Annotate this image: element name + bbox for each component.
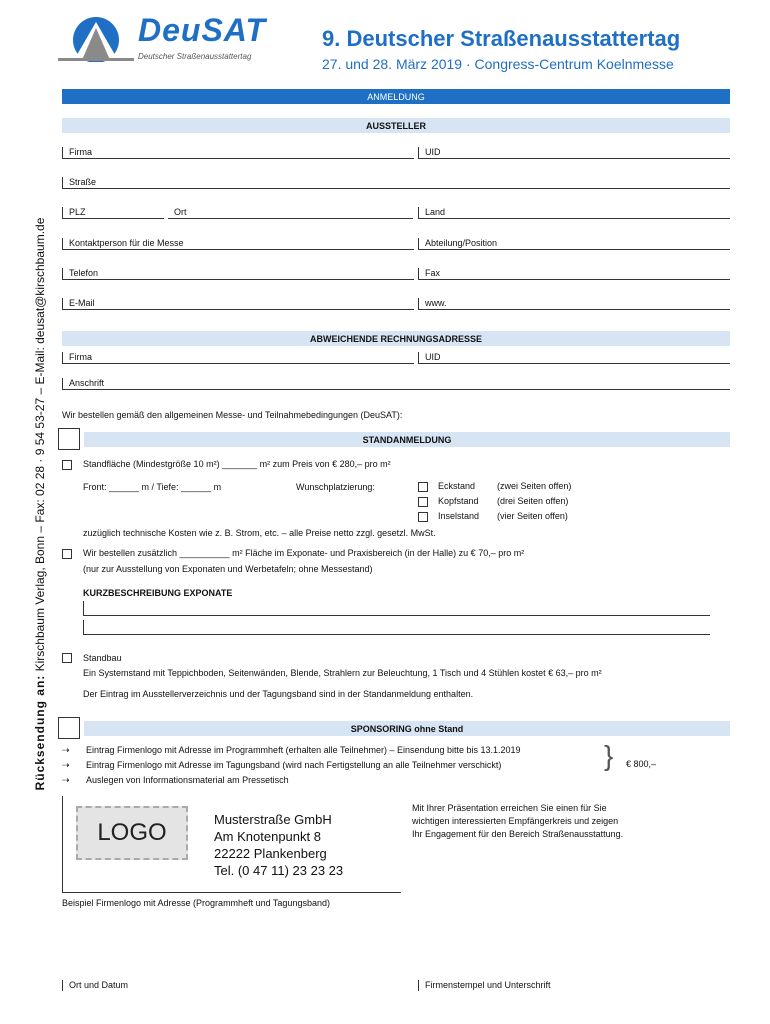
logo-brand: DeuSAT bbox=[138, 12, 267, 48]
uid-field[interactable]: UID bbox=[418, 147, 730, 159]
example-address-4: Tel. (0 47 11) 23 23 23 bbox=[214, 863, 344, 878]
arrow-icon: ⇢ bbox=[62, 775, 70, 785]
front-tiefe-label: Front: ______ m / Tiefe: ______ m bbox=[83, 482, 222, 492]
kurzbeschreibung-line-1[interactable] bbox=[83, 615, 710, 616]
arrow-icon: ⇢ bbox=[62, 760, 70, 770]
rechnung-firma-field[interactable]: Firma bbox=[62, 352, 414, 364]
kopfstand-desc: (drei Seiten offen) bbox=[497, 496, 569, 506]
standbau-desc: Ein Systemstand mit Teppichboden, Seitenwänden, Blende, Strahlern zur Beleuchtung, 1 Tisch und 4 Stühlen kostet € 63,– pro m² bbox=[83, 668, 602, 678]
section-bar-anmeldung: ANMELDUNG bbox=[62, 89, 730, 104]
pitch-line-1: Mit Ihrer Präsentation erreichen Sie einen für Sie bbox=[412, 803, 607, 813]
kurzbeschreibung-heading: KURZBESCHREIBUNG EXPONATE bbox=[83, 588, 233, 598]
side-text-rest: Kirschbaum Verlag, Bonn – Fax: 02 28 · 9 54 53-27 – E-Mail: deusat@kirschbaum.de bbox=[33, 217, 47, 672]
standbau-label: Standbau bbox=[83, 653, 122, 663]
pitch-line-2: wichtigen interessierten Empfängerkreis und zeigen bbox=[412, 816, 619, 826]
abteilung-field[interactable]: Abteilung/Position bbox=[418, 238, 730, 250]
ort-datum-field[interactable]: Ort und Datum bbox=[62, 980, 409, 991]
page-subtitle: 27. und 28. März 2019 · Congress-Centrum Koelnmesse bbox=[322, 56, 674, 72]
exponate-note: (nur zur Ausstellung von Exponaten und Werbetafeln; ohne Messestand) bbox=[83, 564, 373, 574]
standflaeche-label: Standfläche (Mindestgröße 10 m²) _______ m² zum Preis von € 280,– pro m² bbox=[83, 459, 391, 469]
rechnung-uid-field[interactable]: UID bbox=[418, 352, 730, 364]
example-address-1: Musterstraße GmbH bbox=[214, 812, 332, 827]
telefon-field[interactable]: Telefon bbox=[62, 268, 414, 280]
stempel-unterschrift-field[interactable]: Firmenstempel und Unterschrift bbox=[418, 980, 730, 991]
arrow-icon: ⇢ bbox=[62, 745, 70, 755]
example-address-3: 22222 Plankenberg bbox=[214, 846, 327, 861]
sponsoring-item-1: Eintrag Firmenlogo mit Adresse im Programmheft (erhalten alle Teilnehmer) – Einsendung bitte bis 13.1.2019 bbox=[86, 745, 521, 755]
sponsoring-item-2: Eintrag Firmenlogo mit Adresse im Tagungsband (wird nach Fertigstellung an alle Teilnehmer verschickt) bbox=[86, 760, 502, 770]
section-bar-sponsoring: SPONSORING ohne Stand bbox=[84, 721, 730, 736]
kurz-line-1-edge bbox=[83, 601, 85, 615]
standflaeche-checkbox[interactable] bbox=[62, 460, 72, 470]
wunsch-label: Wunschplatzierung: bbox=[296, 482, 375, 492]
eckstand-checkbox[interactable] bbox=[418, 482, 428, 492]
eintrag-note: Der Eintrag im Ausstellerverzeichnis und der Tagungsband sind in der Standanmeldung enthalten. bbox=[83, 689, 474, 699]
ort-field[interactable]: Ort bbox=[168, 207, 413, 219]
eckstand-desc: (zwei Seiten offen) bbox=[497, 481, 572, 491]
example-address-2: Am Knotenpunkt 8 bbox=[214, 829, 321, 844]
standbau-checkbox[interactable] bbox=[62, 653, 72, 663]
strasse-field[interactable]: Straße bbox=[62, 177, 730, 189]
page-title: 9. Deutscher Straßenausstattertag bbox=[322, 26, 681, 51]
rechnung-anschrift-field[interactable]: Anschrift bbox=[62, 378, 730, 390]
sponsoring-item-3: Auslegen von Informationsmaterial am Pressetisch bbox=[86, 775, 289, 785]
sponsoring-price: € 800,– bbox=[626, 759, 657, 769]
fax-field[interactable]: Fax bbox=[418, 268, 730, 280]
inselstand-label: Inselstand bbox=[438, 511, 480, 521]
plz-field[interactable]: PLZ bbox=[62, 207, 164, 219]
standanmeldung-checkbox[interactable] bbox=[58, 428, 80, 450]
kontakt-field[interactable]: Kontaktperson für die Messe bbox=[62, 238, 414, 250]
side-text bbox=[33, 124, 47, 884]
brace-icon: } bbox=[604, 740, 614, 771]
kurz-line-2-edge bbox=[83, 620, 85, 634]
exponate-checkbox[interactable] bbox=[62, 549, 72, 559]
section-bar-aussteller: AUSSTELLER bbox=[62, 118, 730, 133]
land-field[interactable]: Land bbox=[418, 207, 730, 219]
kopfstand-label: Kopfstand bbox=[438, 496, 479, 506]
kopfstand-checkbox[interactable] bbox=[418, 497, 428, 507]
order-intro: Wir bestellen gemäß den allgemeinen Messe- und Teilnahmebedingungen (DeuSAT): bbox=[62, 410, 403, 420]
www-field[interactable]: www. bbox=[418, 298, 730, 310]
inselstand-checkbox[interactable] bbox=[418, 512, 428, 522]
logo-placeholder bbox=[76, 806, 188, 860]
logo-tagline: Deutscher Straßenausstattertag bbox=[138, 52, 252, 61]
email-field[interactable]: E-Mail bbox=[62, 298, 414, 310]
section-bar-rechnung: ABWEICHENDE RECHNUNGSADRESSE bbox=[62, 331, 730, 346]
logo bbox=[58, 14, 288, 70]
section-bar-stand: STANDANMELDUNG bbox=[84, 432, 730, 447]
inselstand-desc: (vier Seiten offen) bbox=[497, 511, 568, 521]
eckstand-label: Eckstand bbox=[438, 481, 476, 491]
exponate-label: Wir bestellen zusätzlich __________ m² Fläche im Exponate- und Praxisbereich (in der Halle) zu € 70,– pro m² bbox=[83, 548, 525, 558]
example-caption: Beispiel Firmenlogo mit Adresse (Programmheft und Tagungsband) bbox=[62, 898, 330, 908]
pitch-line-3: Ihr Engagement für den Bereich Straßenausstattung. bbox=[412, 829, 624, 839]
side-text-prefix: Rücksendung an: bbox=[33, 674, 47, 791]
logo-placeholder-label: LOGO bbox=[97, 819, 167, 846]
kosten-note: zuzüglich technische Kosten wie z. B. Strom, etc. – alle Preise netto zzgl. gesetzl. MwSt. bbox=[83, 528, 436, 538]
road-logo-icon bbox=[58, 14, 134, 62]
sponsoring-checkbox[interactable] bbox=[58, 717, 80, 739]
kurzbeschreibung-line-2[interactable] bbox=[83, 634, 710, 635]
firma-field[interactable]: Firma bbox=[62, 147, 414, 159]
